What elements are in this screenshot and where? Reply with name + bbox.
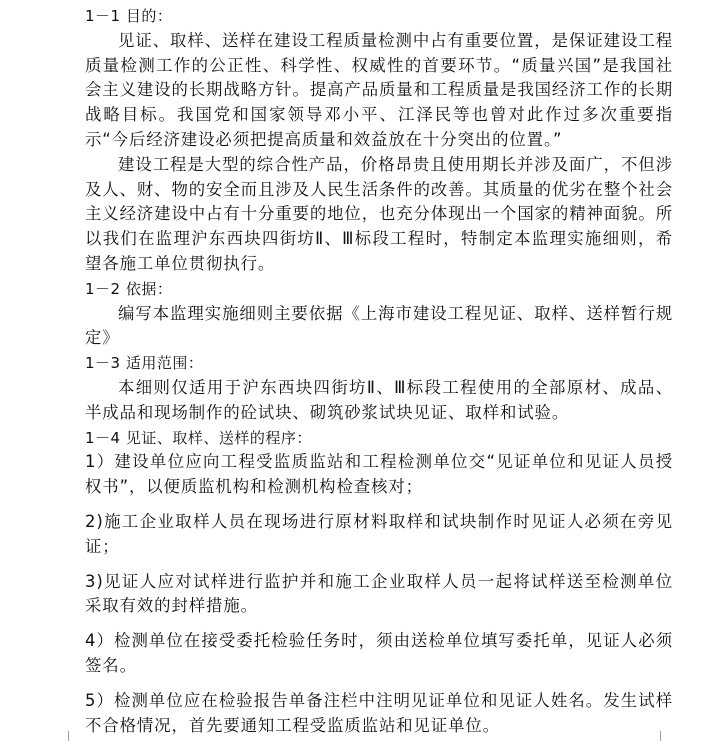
section-heading-procedure: 1－4 见证、取样、送样的程序： — [85, 428, 312, 447]
procedure-item-1: 1）建设单位应向工程受监质监站和工程检测单位交“见证单位和见证人员授权书”，以便质监机构和检测机构检查核对； — [85, 452, 673, 497]
procedure-item-2: 2)施工企业取样人员在现场进行原材料取样和试块制作时见证人必须在旁见证； — [85, 511, 673, 556]
procedure-item-5: 5）检测单位应在检验报告单备注栏中注明见证单位和见证人姓名。发生试样不合格情况，首先要通知工程受监质监站和见证单位。 — [85, 690, 673, 735]
page-corner-mark-left — [58, 731, 69, 741]
procedure-item-4: 4）检测单位在接受委托检验任务时，须由送检单位填写委托单，见证人必须签名。 — [85, 631, 673, 675]
section-heading-scope: 1－3 适用范围： — [85, 354, 204, 373]
paragraph-purpose-2: 建设工程是大型的综合性产品，价格昂贵且使用期长并涉及面广，不但涉及人、财、物的安全而且涉及人民生活条件的改善。其质量的优劣在整个社会主义经济建设中占有十分重要的地位，也充分体现出一个国家的精神面貌。所以我们在监理沪东西块四街坊Ⅱ、Ⅲ标段工程时，特制定本监理实施细则，希望各施工单位贯彻执行。 — [85, 154, 673, 273]
paragraph-scope: 本细则仅适用于沪东西块四街坊Ⅱ、Ⅲ标段工程使用的全部原材、成品、半成品和现场制作的砼试块、砌筑砂浆试块见证、取样和试验。 — [85, 377, 673, 422]
paragraph-purpose-1: 见证、取样、送样在建设工程质量检测中占有重要位置，是保证建设工程质量检测工作的公正性、科学性、权威性的首要环节。“质量兴国”是我国社会主义建设的长期战略方针。提高产品质量和工程质量是我国经济工作的长期战略目标。我国党和国家领导邓小平、江泽民等也曾对此作过多次重要指示“今后经济建设必须把提高质量和效益放在十分突出的位置。” — [85, 30, 673, 149]
section-heading-purpose: 1－1 目的： — [85, 7, 173, 25]
paragraph-basis: 编写本监理实施细则主要依据《上海市建设工程见证、取样、送样暂行规定》 — [85, 303, 673, 348]
procedure-item-3: 3)见证人应对试样进行监护并和施工企业取样人员一起将试样送至检测单位采取有效的封样措施。 — [85, 571, 673, 616]
section-heading-basis: 1－2 依据： — [85, 279, 173, 298]
page-corner-mark-right — [660, 731, 671, 741]
